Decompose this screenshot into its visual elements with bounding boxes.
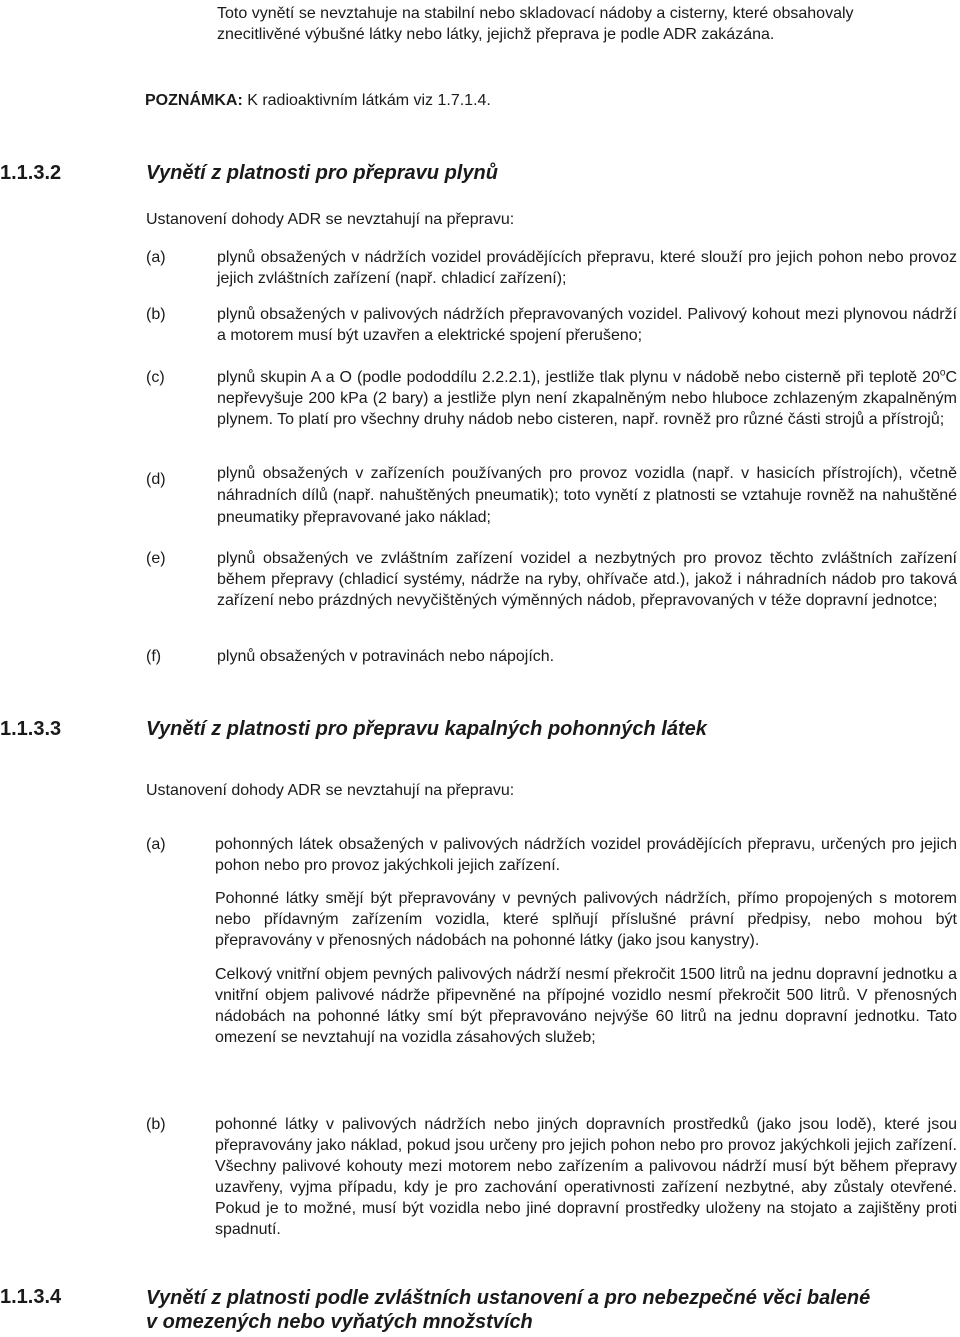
- item-text-e: plynů obsažených ve zvláštním zařízení vozidel a nezbytných pro provoz těchto zvláštních zařízení během přepravy (chladicí systémy, nádrže na ryby, ohřívače atd.), jakož i náhradních nádob pro taková zařízení nebo prázdných nevyčištěných výměnných nádob, přepravovaných v téže dopravní jednotce;: [217, 550, 957, 609]
- item-text-c-part2: C nepřevyšuje 200 kPa (2 bary) a jestliže plyn není zkapalněným nebo hluboce zchlazeným zkapalněným plynem. To platí pro všechny druhy nádob nebo cisteren, např. rovněž pro různé části strojů a přístrojů;: [217, 369, 957, 428]
- item-text-d: plynů obsažených v zařízeních používaných pro provoz vozidla (např. v hasicích přístrojích), včetně náhradních dílů (např. nahuštěných pneumatik); toto vynětí z platnosti se vztahuje rovněž na nahuštěné pneumatiky přepravované jako náklad;: [217, 465, 957, 526]
- item-label-d: (d): [146, 471, 166, 488]
- intro-line-2: znecitlivěné výbušné látky nebo látky, jejichž přeprava je podle ADR zakázána.: [217, 26, 775, 43]
- section-title-1134-line2: v omezených nebo vyňatých množstvích: [146, 1311, 533, 1333]
- fuel-item-a-p2: Pohonné látky smějí být přepravovány v pevných palivových nádržích, přímo propojených s motorem nebo přídavným zařízením vozidla, které splňují příslušné právní předpisy, nebo mohou být přepravovány v přenosných nádobách na pohonné látky (jako jsou kanystry).: [215, 890, 957, 949]
- item-label-c: (c): [146, 369, 165, 386]
- section-title-1134: [146, 1286, 960, 1334]
- note: [145, 90, 925, 111]
- item-text-b: plynů obsažených v palivových nádržích přepravovaných vozidel. Palivový kohout mezi plynovou nádrží a motorem musí být uzavřen a elektrické spojení přerušeno;: [217, 306, 957, 344]
- section-title-1134-line1: Vynětí z platnosti podle zvláštních ustanovení a pro nebezpečné věci balené: [146, 1287, 871, 1309]
- section-title-1132: Vynětí z platnosti pro přepravu plynů: [146, 162, 498, 184]
- item-text-c: [217, 367, 957, 430]
- section-lead-1132: Ustanovení dohody ADR se nevztahují na přepravu:: [146, 211, 515, 228]
- section-title-1133: Vynětí z platnosti pro přepravu kapalných pohonných látek: [146, 718, 707, 740]
- item-text-a: plynů obsažených v nádržích vozidel provádějících přepravu, které slouží pro jejich pohon nebo provoz jejich zvláštních zařízení (např. chladicí zařízení);: [217, 249, 957, 287]
- section-lead-1133: Ustanovení dohody ADR se nevztahují na přepravu:: [146, 782, 515, 799]
- item-text-f: plynů obsažených v potravinách nebo nápojích.: [217, 648, 555, 665]
- section-number-1133: 1.1.3.3: [0, 718, 62, 740]
- item-label-a: (a): [146, 249, 166, 266]
- item-text-c-part1: plynů skupin A a O (podle pododdílu 2.2.2.1), jestliže tlak plynu v nádobě nebo cisterně při teplotě 20: [217, 369, 940, 386]
- fuel-item-a-p3: Celkový vnitřní objem pevných palivových nádrží nesmí překročit 1500 litrů na jednu dopravní jednotku a vnitřní objem palivové nádrže připevněné na přípojné vozidlo nesmí překročit 500 litrů. V přenosných nádobách na pohonné látky smí být přepravováno nejvýše 60 litrů na jednu dopravní jednotku. Tato omezení se nevztahují na vozidla zásahových služeb;: [215, 966, 957, 1046]
- fuel-item-label-a: (a): [146, 836, 166, 853]
- item-label-e: (e): [146, 550, 166, 567]
- fuel-item-label-b: (b): [146, 1116, 166, 1133]
- fuel-item-b-text: pohonné látky v palivových nádržích nebo jiných dopravních prostředků (jako jsou lodě), které jsou přepravovány jako náklad, pokud jsou určeny pro jejich pohon nebo pro provoz jakýchkoli jejich zařízení. Všechny palivové kohouty mezi motorem nebo zařízením a palivovou nádrží musí být během přepravy uzavřeny, vyjma případu, kdy je pro zachování operativnosti zařízení nezbytné, aby zůstaly otevřené. Pokud je to možné, musí být vozidla nebo jiné dopravní prostředky uloženy na stojato a zajištěny proti spadnutí.: [215, 1116, 957, 1238]
- note-text: K radioaktivním látkám viz 1.7.1.4.: [242, 92, 491, 109]
- fuel-item-a-p1: pohonných látek obsažených v palivových nádržích vozidel provádějících přepravu, určených pro jejich pohon nebo pro provoz jakýchkoli jejich zařízení.: [215, 836, 957, 874]
- note-label: POZNÁMKA:: [145, 92, 243, 109]
- section-number-1132: 1.1.3.2: [0, 162, 62, 184]
- degree-sup: o: [939, 367, 946, 379]
- item-label-b: (b): [146, 306, 166, 323]
- section-number-1134: 1.1.3.4: [0, 1286, 62, 1308]
- intro-line-1: Toto vynětí se nevztahuje na stabilní nebo skladovací nádoby a cisterny, které obsahovaly: [217, 5, 854, 22]
- item-label-f: (f): [146, 648, 162, 665]
